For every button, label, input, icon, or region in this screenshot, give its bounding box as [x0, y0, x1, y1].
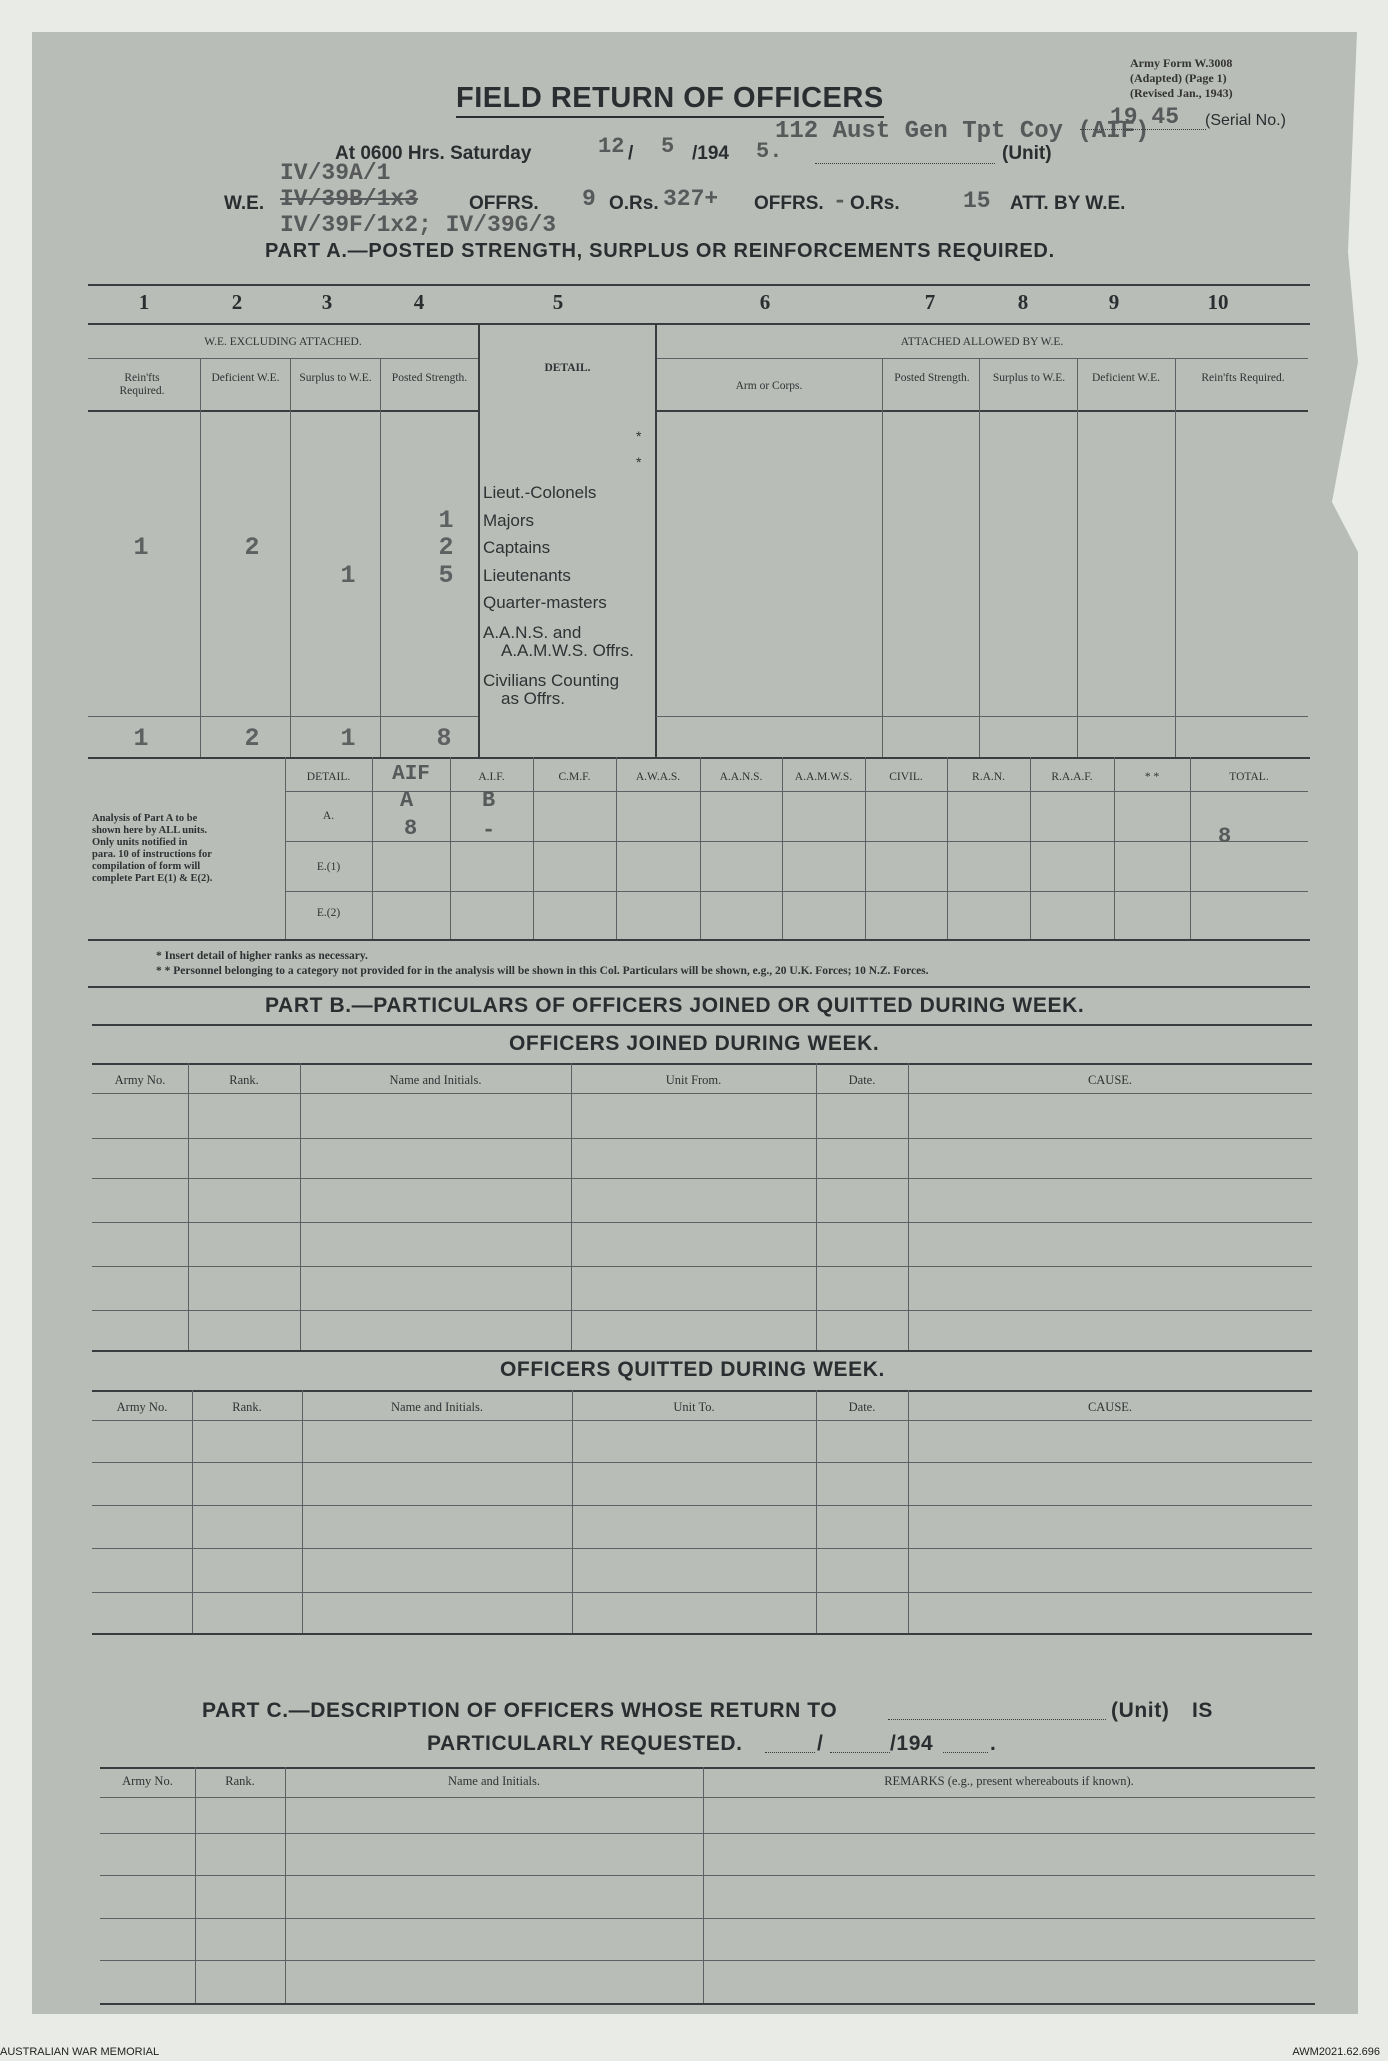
entry-reinfts: 1: [133, 533, 149, 562]
table-col-header: Name and Initials.: [448, 1774, 540, 1788]
analysis-col-divider: [533, 757, 534, 939]
table-row-rule: [92, 1462, 1312, 1463]
aif2-typed-letter: B: [482, 788, 496, 813]
part-c-unit-line: [888, 1719, 1106, 1720]
table-row-rule: [92, 1505, 1312, 1506]
analysis-header: CIVIL.: [889, 771, 923, 783]
analysis-header: A.A.M.W.S.: [794, 771, 853, 783]
offrs-label: OFFRS.: [469, 193, 539, 214]
ors2-label: O.Rs.: [850, 193, 900, 214]
table-col-header: CAUSE.: [1087, 1400, 1133, 1414]
total-surplus: 1: [340, 724, 356, 753]
table-col-divider: [285, 1767, 286, 2003]
table-row-rule: [92, 1548, 1312, 1549]
typed-month: 5: [661, 134, 675, 159]
table-col-divider: [572, 1390, 573, 1633]
unit-dotted-line: [815, 163, 995, 164]
part-c-title-2: PARTICULARLY REQUESTED.: [427, 1732, 743, 1755]
table-col-header: Unit To.: [673, 1400, 715, 1414]
detail-lieutenants: Lieutenants: [483, 566, 571, 585]
analysis-header: R.A.N.: [972, 771, 1005, 783]
column-number: 7: [924, 290, 936, 314]
detail-aamws: A.A.M.W.S. Offrs.: [501, 641, 634, 660]
part-c-dot: .: [990, 1732, 997, 1755]
table-col-header: Rank.: [225, 1774, 255, 1788]
table-col-header: Rank.: [229, 1073, 259, 1087]
we-label: W.E.: [224, 193, 265, 214]
table-row-rule: [92, 1592, 1312, 1593]
table-col-header: CAUSE.: [1087, 1073, 1133, 1087]
column-number: 2: [231, 290, 243, 314]
part-b-title: PART B.—PARTICULARS OF OFFICERS JOINED OR QUITTED DURING WEEK.: [265, 994, 1085, 1017]
table-row-rule: [100, 1918, 1315, 1919]
ors2-value: 15: [963, 188, 991, 214]
analysis-header: A.I.F.: [478, 771, 505, 783]
offrs2-value: -: [833, 188, 847, 214]
total-reinfts: 1: [133, 724, 149, 753]
table-col-header: Name and Initials.: [391, 1400, 483, 1414]
analysis-col-divider: [947, 757, 948, 939]
column-number: 6: [759, 290, 771, 314]
analysis-col-divider: [700, 757, 701, 939]
detail-as-offrs: as Offrs.: [501, 689, 565, 708]
part-c-unit-label: (Unit): [1111, 1699, 1170, 1722]
table-col-header: Date.: [848, 1400, 876, 1414]
table-col-divider: [192, 1390, 193, 1633]
part-c-year: /194: [890, 1732, 934, 1755]
column-number: 3: [321, 290, 333, 314]
analysis-col-divider: [1030, 757, 1031, 939]
analysis-header: TOTAL.: [1229, 771, 1269, 783]
col-surplus: Surplus to W.E.: [299, 372, 372, 384]
analysis-header-detail: DETAIL.: [306, 771, 351, 783]
footnote-1: * Insert detail of higher ranks as necessary.: [156, 950, 368, 962]
table-col-header: Rank.: [232, 1400, 262, 1414]
entry-deficient: 2: [244, 533, 260, 562]
analysis-header: A.A.N.S.: [719, 771, 763, 783]
analysis-header: C.M.F.: [558, 771, 591, 783]
table-row-rule: [100, 1875, 1315, 1876]
analysis-row-e2: E.(2): [316, 907, 341, 919]
attached-header: ATTACHED ALLOWED BY W.E.: [900, 336, 1064, 348]
analysis-col-divider: [616, 757, 617, 939]
typed-unit: 112 Aust Gen Tpt Coy (AIF): [775, 118, 1150, 145]
total-value: 8: [1218, 824, 1232, 849]
part-c-month-line: [830, 1752, 890, 1753]
table-col-divider: [816, 1063, 817, 1350]
table-col-header: REMARKS (e.g., present whereabouts if known).: [884, 1774, 1134, 1788]
year-prefix: /194: [692, 143, 729, 164]
column-number: 8: [1017, 290, 1029, 314]
col-posted: Posted Strength.: [391, 372, 468, 384]
part-c-title-1: PART C.—DESCRIPTION OF OFFICERS WHOSE RETURN TO: [202, 1699, 838, 1722]
analysis-header: A.W.A.S.: [635, 771, 681, 783]
col-deficient: Deficient W.E.: [211, 372, 280, 384]
table-row-rule: [92, 1178, 1312, 1179]
col-att-surplus: Surplus to W.E.: [992, 372, 1066, 384]
ors-value: 327+: [663, 186, 719, 212]
detail-aans: A.A.N.S. and: [483, 623, 582, 642]
table-row-rule: [92, 1222, 1312, 1223]
table-row-rule: [92, 1266, 1312, 1267]
star-mark-2: *: [636, 454, 642, 470]
table-row-rule: [92, 1310, 1312, 1311]
footnote-2: * * Personnel belonging to a category not provided for in the analysis will be shown in this Col. Particulars will be shown, e.g., 20 U.K. Forces; 10 N.Z. Forces.: [156, 965, 929, 977]
total-deficient: 2: [244, 724, 260, 753]
star-mark-1: *: [636, 428, 642, 444]
table-col-divider: [571, 1063, 572, 1350]
we-typed-1: IV/39A/1: [280, 160, 391, 186]
column-number: 9: [1108, 290, 1120, 314]
serial-label: (Serial No.): [1205, 112, 1286, 129]
offrs2-label: OFFRS.: [754, 193, 824, 214]
date-line: At 0600 Hrs. Saturday: [335, 143, 532, 164]
we-typed-2: IV/39B/1x3: [280, 186, 419, 212]
table-col-header: Army No.: [122, 1774, 173, 1788]
table-header-rule: [92, 1093, 1312, 1094]
col-reinfts: Rein'fts Required.: [119, 372, 165, 398]
table-row-rule: [92, 1138, 1312, 1139]
detail-quarter-masters: Quarter-masters: [483, 593, 607, 612]
analysis-col-divider: [865, 757, 866, 939]
table-col-divider: [188, 1063, 189, 1350]
col-arm-corps: Arm or Corps.: [735, 380, 803, 392]
detail-civilians: Civilians Counting: [483, 671, 620, 690]
ors-label: O.Rs.: [609, 193, 659, 214]
typed-day: 12: [598, 134, 625, 159]
we-excluding-header: W.E. EXCLUDING ATTACHED.: [204, 336, 362, 348]
att-label: ATT. BY W.E.: [1010, 193, 1126, 214]
offrs-value: 9: [582, 186, 596, 212]
analysis-header-aif: AIF: [392, 763, 430, 786]
date-slash: /: [628, 143, 634, 164]
col-att-deficient: Deficient W.E.: [1091, 372, 1161, 384]
table-col-divider: [816, 1390, 817, 1633]
footer-left: AUSTRALIAN WAR MEMORIAL: [0, 2046, 160, 2058]
analysis-col-divider: [782, 757, 783, 939]
footer-right: AWM2021.62.696: [1292, 2046, 1380, 2058]
table-col-header: Date.: [848, 1073, 876, 1087]
entry-posted-captains: 2: [438, 533, 454, 562]
analysis-header: * *: [1144, 771, 1160, 783]
table-row-rule: [100, 1960, 1315, 1961]
aif-value: 8: [404, 816, 418, 841]
table-row-rule: [100, 1833, 1315, 1834]
aif-typed-letter: A: [400, 788, 414, 813]
table-col-divider: [703, 1767, 704, 2003]
analysis-col-divider: [1114, 757, 1115, 939]
table-col-header: Name and Initials.: [389, 1073, 482, 1087]
analysis-row-e1: E.(1): [316, 861, 341, 873]
column-number: 10: [1207, 290, 1229, 314]
table-header-rule: [100, 1797, 1315, 1798]
col-att-reinfts: Rein'fts Required.: [1201, 372, 1285, 384]
detail-header: DETAIL.: [544, 362, 591, 374]
form-title: FIELD RETURN OF OFFICERS: [456, 82, 884, 118]
part-c-slash: /: [817, 1732, 824, 1755]
part-c-day-line: [765, 1752, 815, 1753]
table-col-divider: [195, 1767, 196, 2003]
we-typed-3: IV/39F/1x2; IV/39G/3: [280, 212, 557, 238]
analysis-row-a: A.: [322, 810, 335, 822]
analysis-col-divider: [1190, 757, 1191, 939]
table-header-rule: [92, 1420, 1312, 1421]
col-att-posted: Posted Strength.: [894, 372, 970, 384]
entry-surplus: 1: [340, 561, 356, 590]
table-col-header: Army No.: [114, 1073, 166, 1087]
column-number: 1: [138, 290, 150, 314]
analysis-note: Analysis of Part A to be shown here by ALL units. Only units notified in para. 10 of instructions for compilation of form will complete Part E(1) & E(2).: [92, 813, 213, 884]
total-posted: 8: [436, 724, 452, 753]
column-number: 4: [413, 290, 425, 314]
form-id: Army Form W.3008 (Adapted) (Page 1) (Revised Jan., 1943): [1130, 56, 1233, 100]
unit-label: (Unit): [1002, 143, 1052, 164]
part-c-year-line: [943, 1752, 988, 1753]
detail-lieut-colonels: Lieut.-Colonels: [483, 483, 597, 502]
detail-captains: Captains: [483, 538, 551, 557]
detail-majors: Majors: [483, 511, 535, 530]
entry-posted-majors: 1: [438, 506, 454, 535]
quitted-title: OFFICERS QUITTED DURING WEEK.: [500, 1358, 885, 1381]
entry-posted-lieutenants: 5: [438, 561, 454, 590]
aif2-value: -: [482, 818, 496, 843]
analysis-col-divider: [450, 757, 451, 939]
table-col-divider: [300, 1063, 301, 1350]
table-col-divider: [302, 1390, 303, 1633]
table-col-divider: [908, 1390, 909, 1633]
analysis-header: R.A.A.F.: [1051, 771, 1093, 783]
table-col-header: Unit From.: [665, 1073, 722, 1087]
table-col-divider: [908, 1063, 909, 1350]
joined-title: OFFICERS JOINED DURING WEEK.: [509, 1032, 880, 1055]
table-col-header: Army No.: [116, 1400, 168, 1414]
part-a-title: PART A.—POSTED STRENGTH, SURPLUS OR REINFORCEMENTS REQUIRED.: [265, 240, 1055, 262]
typed-serial: 19 45: [1110, 104, 1180, 130]
column-number: 5: [552, 290, 564, 314]
part-c-is: IS: [1192, 1699, 1214, 1722]
typed-year: 5.: [756, 139, 783, 164]
